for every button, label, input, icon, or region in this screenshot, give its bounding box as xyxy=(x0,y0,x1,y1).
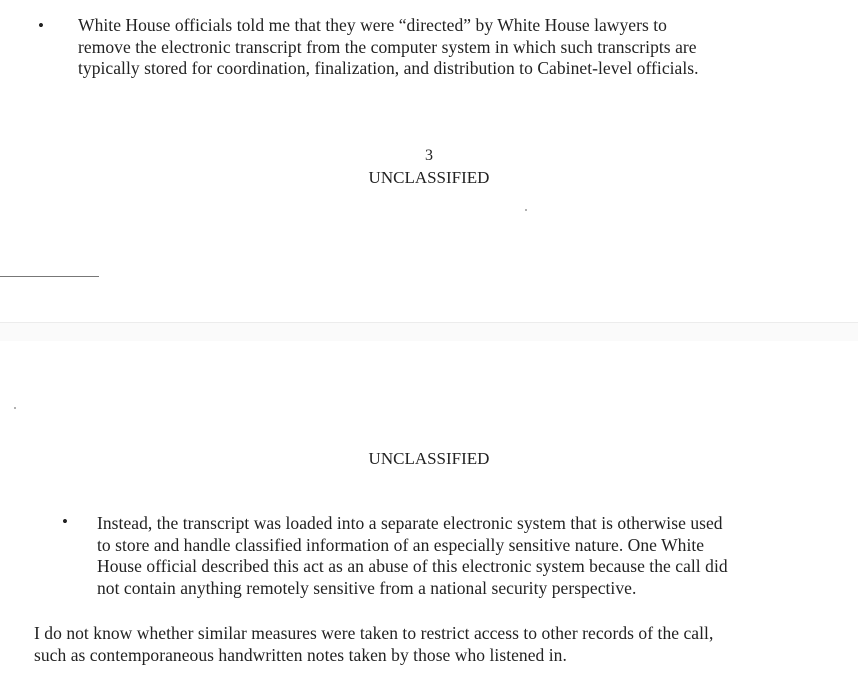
scan-speck xyxy=(14,407,16,409)
bullet-marker: • xyxy=(38,16,44,35)
page-4-top-section xyxy=(0,341,858,684)
classification-footer: UNCLASSIFIED xyxy=(368,168,490,187)
bullet-text-line: Instead, the transcript was loaded into a separate electronic system that is otherwise used xyxy=(97,513,723,533)
closing-paragraph xyxy=(34,623,713,666)
bullet-text-line: to store and handle classified information of an especially sensitive nature. One White xyxy=(97,534,705,555)
bullet-text-line: not contain anything remotely sensitive from a national security perspective. xyxy=(97,577,637,598)
transcript-loaded-bullet xyxy=(97,513,728,599)
paragraph-text-line: such as contemporaneous handwritten notes taken by those who listened in. xyxy=(34,644,567,665)
directed-by-lawyers-bullet xyxy=(78,15,699,80)
footer-rule-line xyxy=(0,276,99,277)
page-3-bottom-section xyxy=(0,0,858,322)
paragraph-text-line: I do not know whether similar measures were taken to restrict access to other records of the call, xyxy=(34,623,714,643)
bullet-marker: • xyxy=(62,512,68,531)
bullet-text-line: remove the electronic transcript from the computer system in which such transcripts are xyxy=(78,36,697,57)
page-number: 3 xyxy=(425,147,433,164)
bullet-text-line: typically stored for coordination, finalization, and distribution to Cabinet-level officials. xyxy=(78,58,699,78)
page-break xyxy=(0,322,858,342)
scan-speck xyxy=(525,209,527,211)
bullet-text-line: White House officials told me that they were “directed” by White House lawyers to xyxy=(78,15,667,35)
bullet-text-line: House official described this act as an abuse of this electronic system because the call did xyxy=(97,556,728,576)
classification-header: UNCLASSIFIED xyxy=(368,449,490,468)
